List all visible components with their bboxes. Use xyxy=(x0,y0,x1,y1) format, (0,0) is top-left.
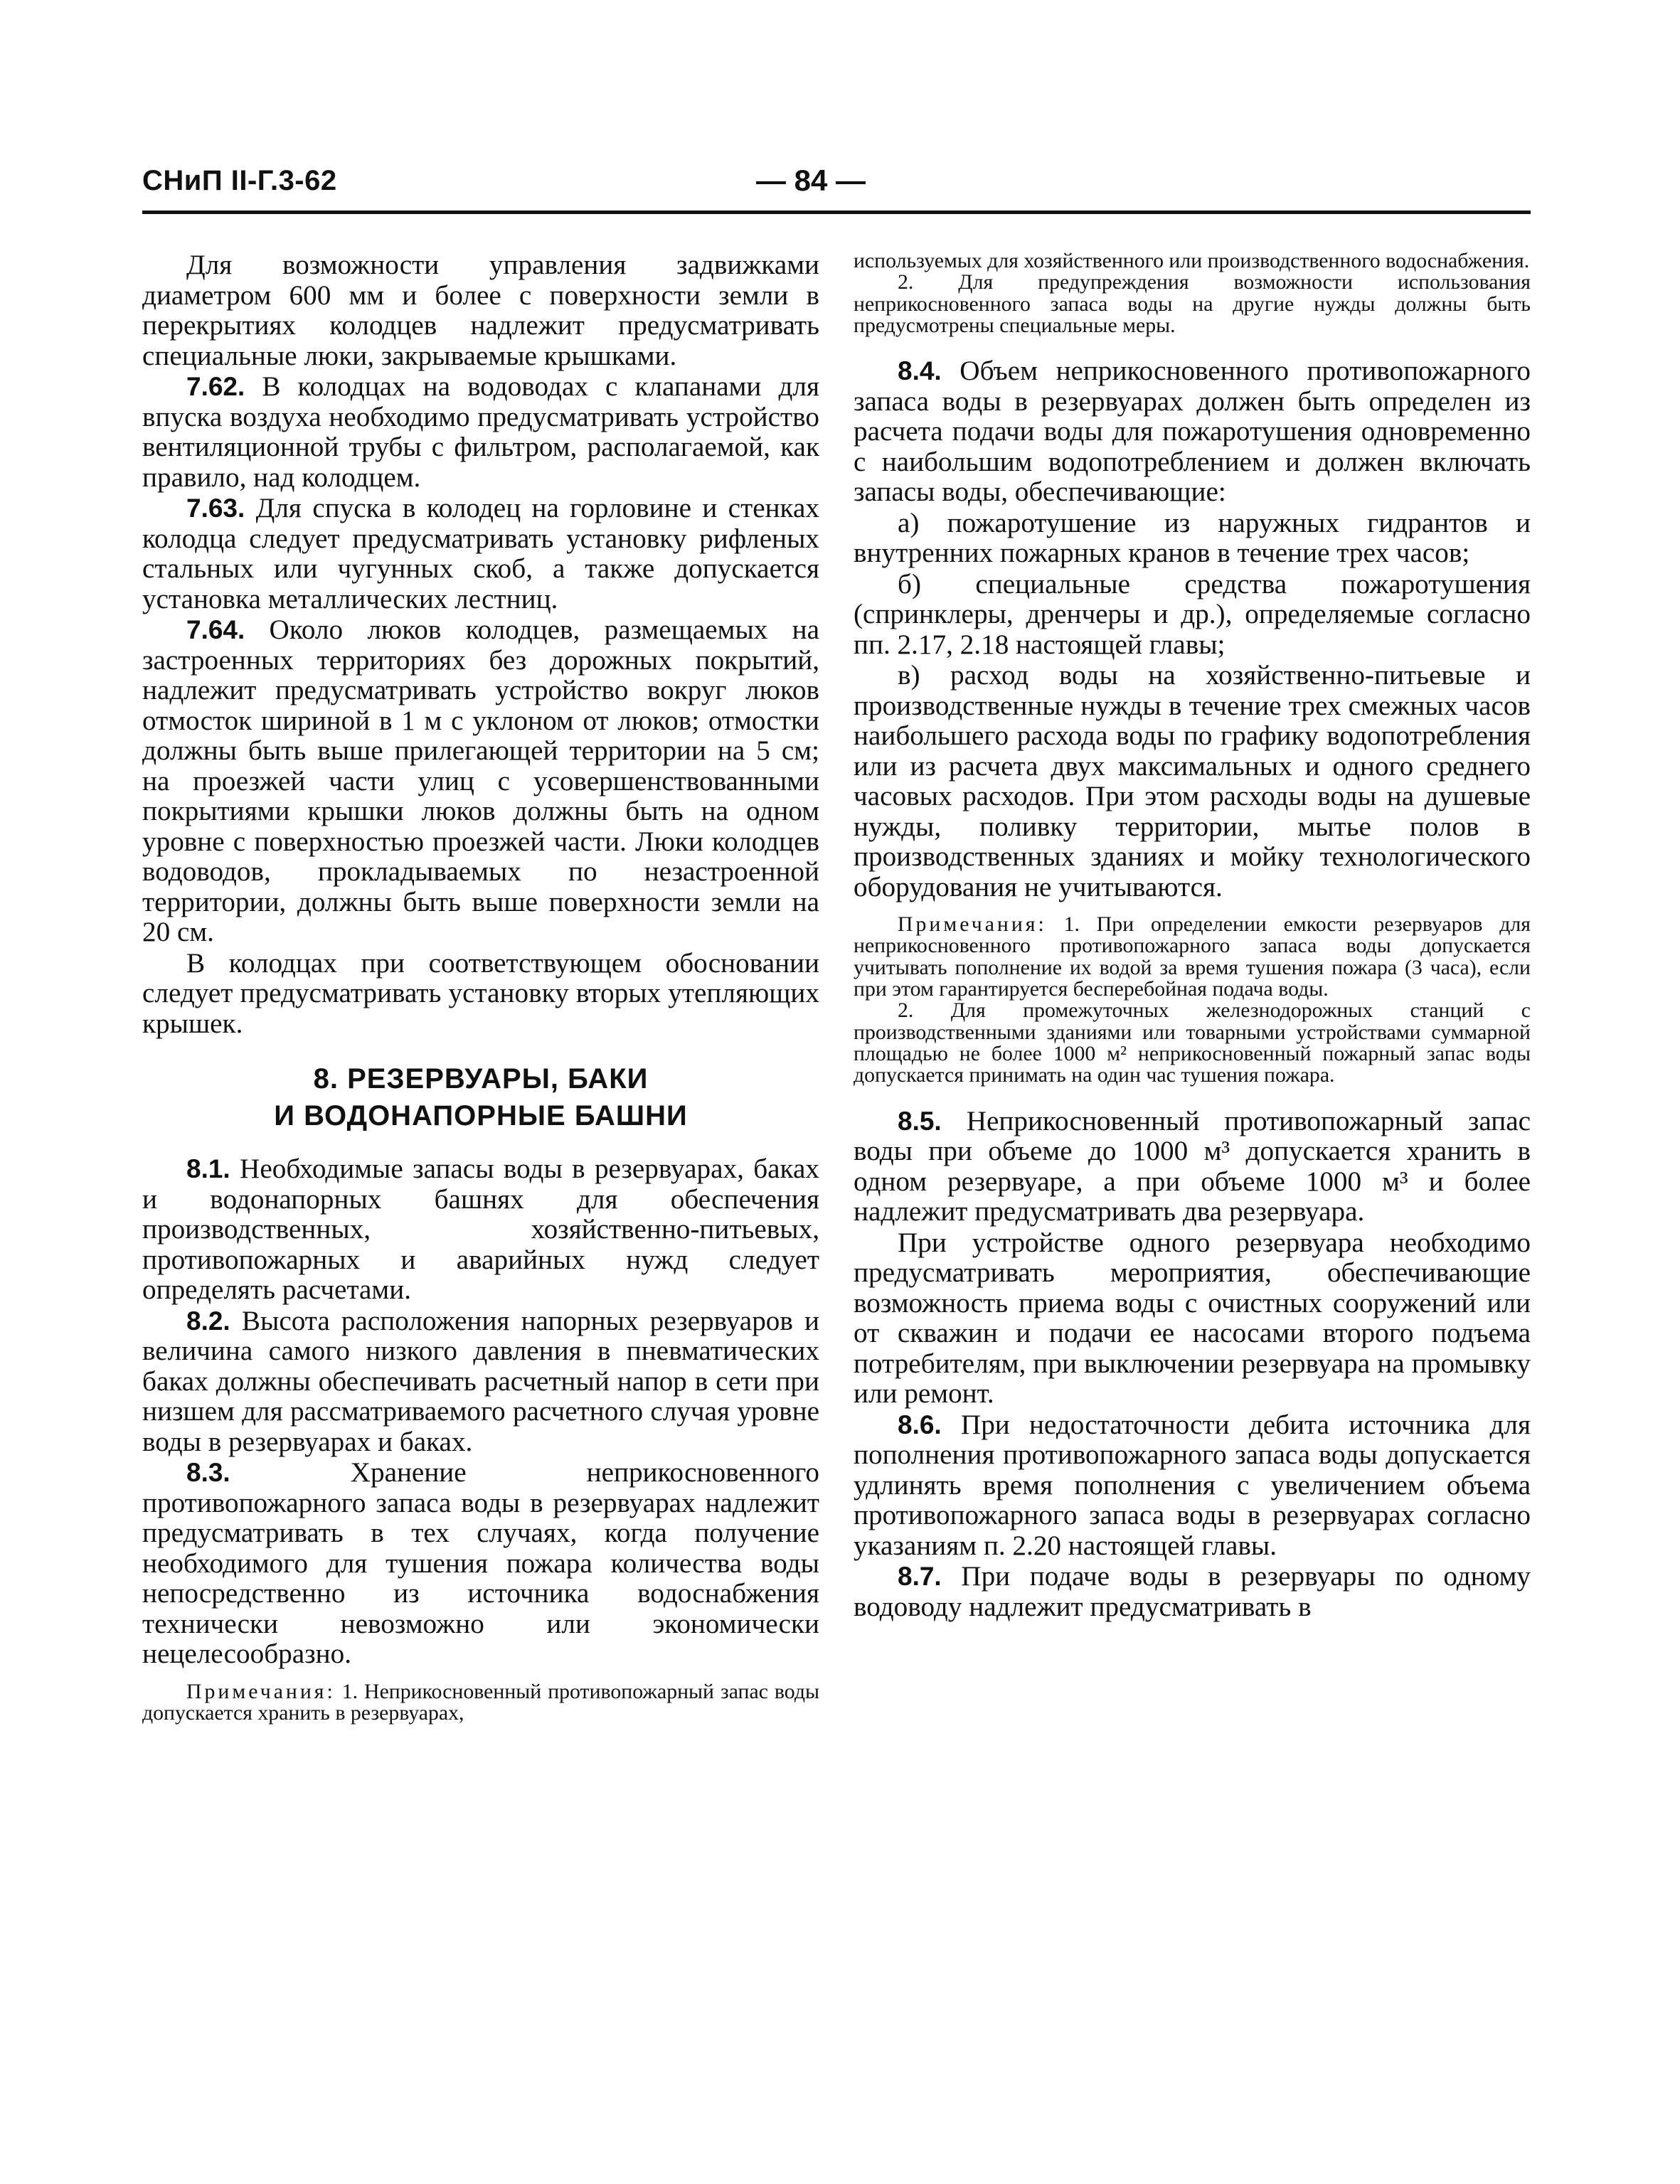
clause-number: 8.4. xyxy=(898,356,942,386)
clause-number: 7.64. xyxy=(186,615,245,644)
paragraph-8-1 xyxy=(142,1154,819,1306)
clause-number: 7.62. xyxy=(186,372,245,401)
document-code: СНиП II-Г.3-62 xyxy=(142,165,337,196)
paragraph-8-3 xyxy=(142,1458,819,1670)
paragraph: При устройстве одного резервуара необходимо предусматривать мероприятия, обеспечивающие возможность приема воды с очистных сооружений или от скважин и подачи ее насосами второго подъема потребителям, при выключении резервуара на промывку или ремонт. xyxy=(854,1227,1531,1410)
clause-number: 8.2. xyxy=(186,1306,230,1336)
paragraph-text: При подаче воды в резервуары по одному водоводу надлежит предусматривать в xyxy=(854,1561,1531,1622)
paragraph-7-63 xyxy=(142,494,819,614)
list-item-a: а) пожаротушение из наружных гидрантов и внутренних пожарных кранов в течение трех часов; xyxy=(854,507,1531,569)
note-label: Примечания: xyxy=(186,1679,336,1703)
header-rule xyxy=(142,211,1531,214)
paragraph-text: Хранение неприкосновенного противопожарного запаса воды в резервуарах надлежит предусматривать в тех случаях, когда получение необходимого для тушения пожара количества воды непосредственно из источника водоснабжения технически невозможно или экономически нецелесообразно. xyxy=(142,1457,819,1669)
paragraph-8-4 xyxy=(854,356,1531,508)
note xyxy=(854,914,1531,1000)
clause-number: 8.1. xyxy=(186,1154,230,1183)
list-item-b: б) специальные средства пожаротушения (спринклеры, дренчеры и др.), определяемые согласно пп. 2.17, 2.18 настоящей главы; xyxy=(854,568,1531,660)
list-item-c: в) расход воды на хозяйственно-питьевые и производственные нужды в течение трех смежных часов наибольшего расхода воды по графику водопотребления или из расчета двух максимальных и одного среднего часовых расходов. При этом расходы воды на душевые нужды, поливку территории, мытье полов в производственных зданиях и мойку технологического оборудования не учитываются. xyxy=(854,660,1531,902)
paragraph-text: Для спуска в колодец на горловине и стенках колодца следует предусматривать установку рифленых стальных или чугунных скоб, а также допускается установка металлических лестниц. xyxy=(142,493,819,614)
paragraph-text: При недостаточности дебита источника для пополнения противопожарного запаса воды допускается удлинять время пополнения с увеличением объема противопожарного запаса воды в резервуарах согласно указаниям п. 2.20 настоящей главы. xyxy=(854,1409,1531,1561)
paragraph-text: Около люков колодцев, размещаемых на застроенных территориях без дорожных покрытий, надлежит предусматривать устройство вокруг люков отмосток шириной в 1 м с уклоном от люков; отмостки должны быть выше прилегающей территории на 5 см; на проезжей части улиц с усовершенствованными покрытиями крышки люков должны быть на одном уровне с поверхностью проезжей части. Люки колодцев водоводов, прокладываемых по незастроенной территории, должны быть выше поверхности земли на 20 см. xyxy=(142,614,819,947)
note xyxy=(142,1681,819,1725)
clause-number: 8.7. xyxy=(898,1562,942,1592)
paragraph-text: В колодцах на водоводах с клапанами для впуска воздуха необходимо предусматривать устройство вентиляционной трубы с фильтром, располагаемой, как правило, над колодцем. xyxy=(142,371,819,493)
note: 2. Для промежуточных железнодорожных станций с производственными зданиями или товарными устройствами суммарной площадью не более 1000 м² неприкосновенный пожарный запас воды допускается принимать на один час тушения пожара. xyxy=(854,998,1531,1087)
section-heading-line: И ВОДОНАПОРНЫЕ БАШНИ xyxy=(274,1100,688,1131)
paragraph: Для возможности управления задвижками диаметром 600 мм и более с поверхности земли в перекрытиях колодцев надлежит предусматривать специальные люки, закрываемые крышками. xyxy=(142,250,819,371)
note-label: Примечания: xyxy=(898,912,1047,937)
paragraph-8-5 xyxy=(854,1107,1531,1227)
page-number: — 84 — xyxy=(755,164,866,197)
paragraph-7-62 xyxy=(142,372,819,493)
paragraph-7-64 xyxy=(142,615,819,948)
right-column xyxy=(854,250,1531,1623)
left-column xyxy=(142,250,819,1724)
paragraph: В колодцах при соответствующем обосновании следует предусматривать установку вторых утепляющих крышек. xyxy=(142,947,819,1039)
paragraph-8-6 xyxy=(854,1410,1531,1562)
paragraph-8-7 xyxy=(854,1562,1531,1622)
paragraph-text: Объем неприкосновенного противопожарного запаса воды в резервуарах должен быть определен из расчета подачи воды для пожаротушения одновременно с наибольшим водопотреблением и должен включать запасы воды, обеспечивающие: xyxy=(854,356,1531,508)
note-text: 1. При определении емкости резервуаров для неприкосновенного противопожарного запаса воды допускается учитывать пополнение их водой за время тушения пожара (3 часа), если при этом гарантируется бесперебойная подача воды. xyxy=(854,912,1531,1001)
clause-number: 8.5. xyxy=(898,1106,942,1136)
paragraph-8-2 xyxy=(142,1306,819,1458)
note: 2. Для предупреждения возможности использования неприкосновенного запаса воды на другие нужды должны быть предусмотрены специальные меры. xyxy=(854,270,1531,337)
section-heading-line: 8. РЕЗЕРВУАРЫ, БАКИ xyxy=(313,1063,649,1094)
paragraph-text: Высота расположения напорных резервуаров и величина самого низкого давления в пневматических баках должны обеспечивать расчетный напор в сети при низшем для рассматриваемого расчетного случая уровне воды в резервуарах и баках. xyxy=(142,1305,819,1457)
clause-number: 7.63. xyxy=(186,494,245,523)
note: используемых для хозяйственного или производственного водоснабжения. xyxy=(854,249,1530,272)
paragraph-text: Необходимые запасы воды в резервуарах, баках и водонапорных башнях для обеспечения производственных, хозяйственно-питьевых, противопожарных и аварийных нужд следует определять расчетами. xyxy=(142,1154,819,1305)
clause-number: 8.6. xyxy=(898,1410,942,1439)
paragraph-text: Неприкосновенный противопожарный запас воды при объеме до 1000 м³ допускается хранить в одном резервуаре, а при объеме 1000 м³ и более надлежит предусматривать два резервуара. xyxy=(854,1105,1531,1227)
section-heading xyxy=(142,1060,819,1134)
clause-number: 8.3. xyxy=(186,1458,230,1487)
note-text: 1. Неприкосновенный противопожарный запас воды допускается хранить в резервуарах, xyxy=(142,1679,819,1725)
